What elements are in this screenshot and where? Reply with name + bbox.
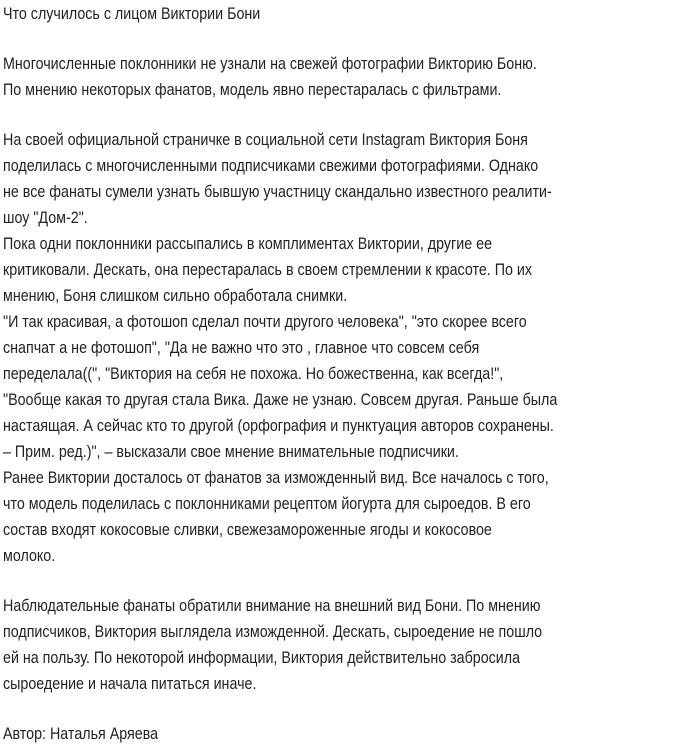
text-line: сыроедение и начала питаться иначе. [3, 674, 257, 693]
text-line: На своей официальной страничке в социальной сети Instagram Виктория Боня [3, 130, 528, 149]
text-line: "Вообще какая то другая стала Вика. Даже не узнаю. Совсем другая. Раньше была [3, 390, 558, 409]
article-title: Что случилось с лицом Виктории Бони [3, 4, 261, 23]
article [3, 1, 692, 747]
text-line: что модель поделилась с поклонниками рецептом йогурта для сыроедов. В его [3, 494, 531, 513]
text-line: По мнению некоторых фанатов, модель явно перестаралась с фильтрами. [3, 80, 502, 99]
author-byline: Автор: Наталья Аряева [3, 724, 159, 743]
spacer [3, 697, 692, 721]
text-line: Наблюдательные фанаты обратили внимание на внешний вид Бони. По мнению [3, 596, 541, 615]
closing-paragraph [3, 593, 692, 697]
text-line: подписчиков, Виктория выглядела изможденной. Дескать, сыроедение не пошло [3, 622, 543, 641]
text-line: поделилась с многочисленными подписчиками свежими фотографиями. Однако [3, 156, 539, 175]
body-paragraph [3, 127, 692, 569]
text-line: шоу "Дом-2". [3, 208, 88, 227]
text-line: Пока одни поклонники рассыпались в комплиментах Виктории, другие ее [3, 234, 493, 253]
text-line: Ранее Виктории досталось от фанатов за изможденный вид. Все началось с того, [3, 468, 549, 487]
spacer [3, 103, 692, 127]
text-line: молоко. [3, 546, 56, 565]
text-line: "И так красивая, а фотошоп сделал почти другого человека", "это скорее всего [3, 312, 527, 331]
text-line: настаящая. А сейчас кто то другой (орфография и пунктуация авторов сохранены. [3, 416, 554, 435]
lead-paragraph [3, 51, 692, 103]
text-line: Многочисленные поклонники не узнали на свежей фотографии Викторию Боню. [3, 54, 537, 73]
text-line: состав входят кокосовые сливки, свежезамороженные ягоды и кокосовое [3, 520, 492, 539]
spacer [3, 569, 692, 593]
text-line: снапчат а не фотошоп", "Да не важно что это , главное что совсем себя [3, 338, 480, 357]
text-line: не все фанаты сумели узнать бывшую участницу скандально известного реалити- [3, 182, 552, 201]
text-line: – Прим. ред.)", – высказали свое мнение внимательные подписчики. [3, 442, 459, 461]
spacer [3, 27, 692, 51]
text-line: критиковали. Дескать, она перестаралась в своем стремлении к красоте. По их [3, 260, 533, 279]
text-line: переделала((", "Виктория на себя не похожа. Но божественна, как всегда!", [3, 364, 504, 383]
text-line: мнению, Боня слишком сильно обработала снимки. [3, 286, 348, 305]
text-line: ей на пользу. По некоторой информации, Виктория действительно забросила [3, 648, 521, 667]
